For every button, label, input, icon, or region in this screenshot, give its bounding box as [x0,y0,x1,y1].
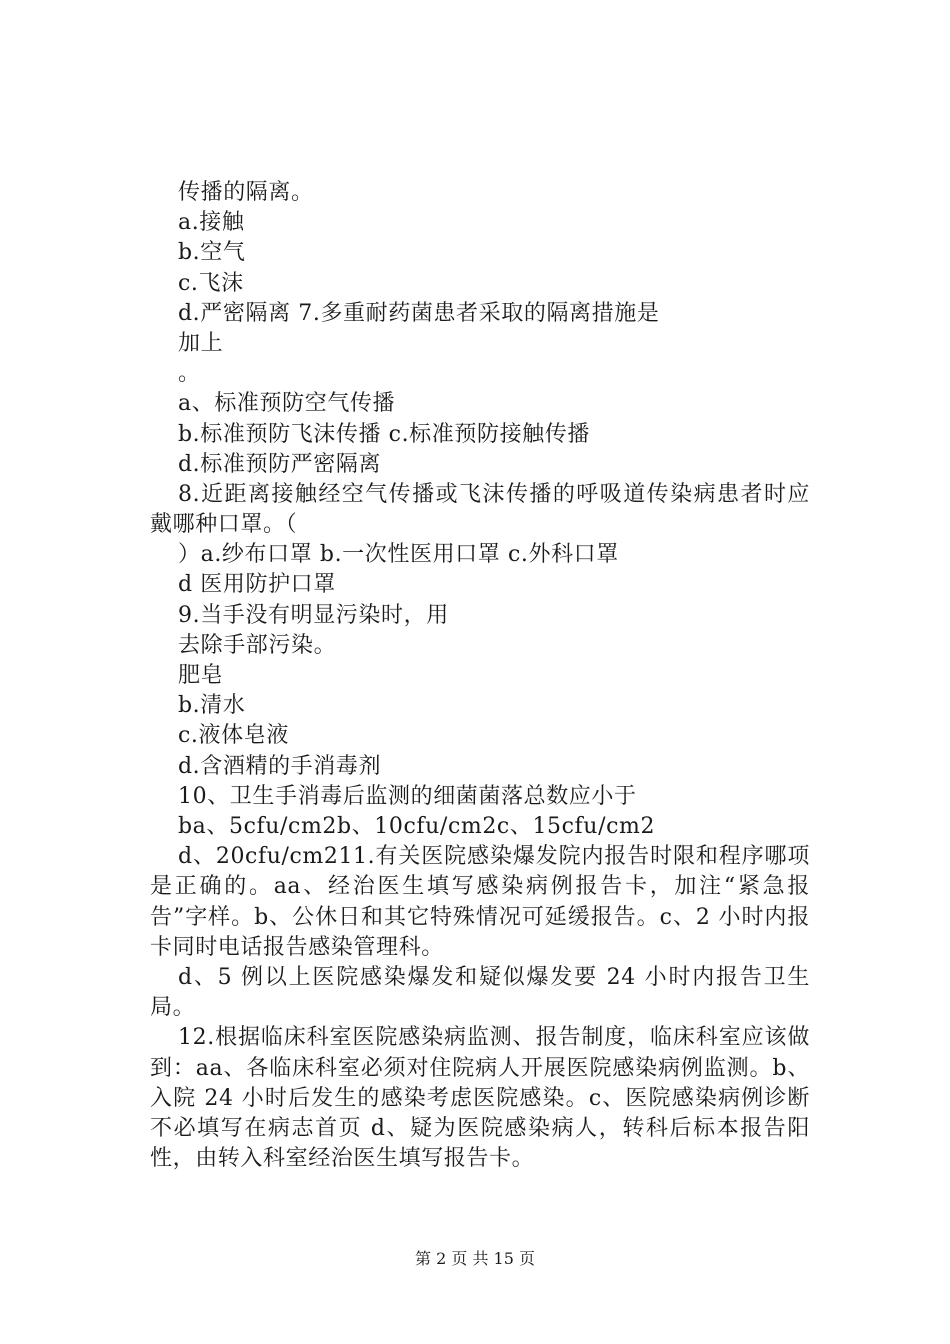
option-d: d.标准预防严密隔离 [178,451,382,477]
option-a: a、标准预防空气传播 [178,391,396,417]
question-9: 9.当手没有明显污染时，用 [178,602,449,628]
options-q10: ba、5cfu/cm2b、10cfu/cm2c、15cfu/cm2 [178,813,656,839]
options-q8: ）a.纱布口罩 b.一次性医用口罩 c.外科口罩 [178,542,619,568]
question-7: d.严密隔离 7.多重耐药菌患者采取的隔离措施是 [178,300,660,326]
option-a: 肥皂 [178,663,224,689]
text-line: 加上 [178,330,224,356]
option-a: a.接触 [178,210,245,236]
option-b: b.清水 [178,693,246,719]
text-line: 传播的隔离。 [178,180,314,205]
page-footer: 第 2 页 共 15 页 [415,1249,535,1268]
question-10: 10、卫生手消毒后监测的细菌菌落总数应小于 [178,783,637,809]
option-c: c.飞沫 [178,270,244,296]
document-body [150,178,838,1174]
option-b: b.空气 [178,240,246,266]
question-11-option-d: d、5 例以上医院感染爆发和疑似爆发要 24 小时内报告卫生局。 [150,964,810,1021]
option-c: c.液体皂液 [178,723,289,749]
question-12: 12.根据临床科室医院感染病监测、报告制度，临床科室应该做到：aa、各临床科室必须对住院病人开展医院感染病例监测。b、入院 24 小时后发生的感染考虑医院感染。c、医院感染病例诊断不必填写在病志首页 d、疑为医院感染病人，转科后标本报告阳性，由转入科室经治医生填写报告卡。 [150,1025,810,1172]
text-line: 去除手部污染。 [178,632,337,658]
question-8: 8.近距离接触经空气传播或飞沫传播的呼吸道传染病患者时应戴哪种口罩。（ [150,481,810,538]
text-line: 。 [178,361,201,387]
option-b-c: b.标准预防飞沫传播 c.标准预防接触传播 [178,421,590,447]
option-d: d 医用防护口罩 [178,572,336,598]
question-11: d、20cfu/cm211.有关医院感染爆发院内报告时限和程序哪项是正确的。aa、经治医生填写感染病例报告卡，加注“紧急报告”字样。b、公休日和其它特殊情况可延缓报告。c、2 小时内报卡同时电话报告感染管理科。 [150,844,810,960]
option-d: d.含酒精的手消毒剂 [178,753,382,779]
